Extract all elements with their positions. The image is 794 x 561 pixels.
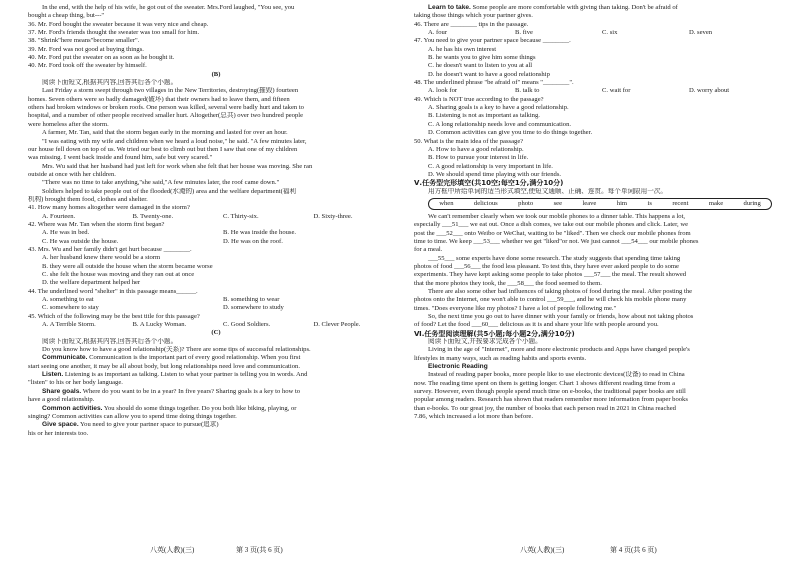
- option: D. somewhere to study: [223, 304, 284, 312]
- instruction-v: 用方框中所给单词的适当形式填空,使短文通顺、正确、连贯。每个单词限用一次。: [428, 187, 668, 195]
- option: A. Fourteen.: [42, 212, 76, 220]
- option: C. wait for: [602, 87, 631, 95]
- passage-line: [414, 221, 776, 229]
- option: C. Good Soldiers.: [223, 321, 271, 329]
- option: A. he has his own interest: [428, 45, 497, 53]
- text-line: others had broken windows or broken roofs. One person was killed, several were badly hurt and taken to: [28, 104, 304, 112]
- passage-line: [28, 379, 404, 387]
- passage-line: [28, 371, 404, 379]
- text-line: that the more photos they took, the ___58___ the food seemed to them.: [414, 279, 602, 287]
- option: D. Sixty-three.: [313, 212, 353, 220]
- passage-line: [414, 313, 776, 321]
- passage-line: [28, 154, 404, 162]
- option: D. We should spend time playing with our friends.: [428, 170, 562, 178]
- question-stem: 45. Which of the following may be the best title for this passage?: [28, 312, 200, 320]
- option: C. A good relationship is very important in life.: [428, 162, 553, 170]
- passage-line: [414, 371, 776, 379]
- option: A. four: [428, 29, 448, 37]
- left-footer-title: 八英(人教)(三): [150, 546, 195, 554]
- right-footer-page: 第 4 页(共 6 页): [610, 546, 657, 554]
- passage-line: [28, 413, 404, 421]
- option: B. He was inside the house.: [223, 229, 297, 237]
- option: C. she felt the house was moving and they ran out at once: [42, 271, 195, 278]
- text-line: his or her interests too.: [28, 429, 89, 437]
- passage-line: [414, 388, 776, 396]
- question-stem: 46. There are ________ tips in the passage.: [414, 20, 529, 28]
- question-stem: 47. You need to give your partner space because ________.: [414, 37, 571, 45]
- passage-line: [28, 396, 404, 404]
- word-box-item: leave: [582, 199, 597, 207]
- option: D. the welfare department helped her: [42, 279, 141, 287]
- option: A. something to eat: [42, 296, 94, 304]
- passage-line: [28, 4, 404, 12]
- passage-line: [414, 380, 776, 388]
- passage-line: [414, 355, 776, 363]
- instruction-vi: 阅读下面短文,并按要求完成各个小题。: [428, 338, 542, 346]
- passage-line: [28, 388, 404, 396]
- passage-line: [28, 54, 404, 62]
- text-line: Communication is the important part of every good relationship. When you first: [87, 354, 301, 362]
- tip-keyword: Give space.: [42, 421, 79, 429]
- option: B. A Lucky Woman.: [132, 321, 187, 329]
- option: C. Thirty-six.: [223, 212, 259, 220]
- text-line: ___55___ some experts have done some research. The study suggests that spending time taking: [428, 254, 681, 262]
- passage-line: [28, 188, 404, 196]
- text-line: lifestyles in many ways, such as reading habits and sports events.: [414, 354, 587, 362]
- tip-keyword: Listen.: [42, 371, 64, 379]
- option: A. A Terrible Storm.: [42, 321, 96, 329]
- passage-line: [28, 346, 404, 354]
- instruction-c: 阅读下面短文,根据其内容,回答其后各个小题。: [42, 337, 178, 345]
- passage-line: [28, 12, 404, 20]
- text-line: hospital, and a number of other people received smaller hurt. Altogether(总共) over two hundred people: [28, 112, 304, 120]
- passage-line: [414, 396, 776, 404]
- passage-line: [414, 263, 776, 271]
- question-stem: 42. Where was Mr. Tan when the storm first began?: [28, 220, 165, 228]
- option: B. Twenty-one.: [132, 212, 174, 220]
- text-line: We can't remember clearly when we took our mobile phones to a dinner table. This happens a lot,: [428, 212, 686, 220]
- text-line: were homeless after the storm.: [28, 120, 109, 128]
- passage-line: [28, 138, 404, 146]
- passage-line: [414, 246, 776, 254]
- passage-line: [28, 87, 404, 95]
- section-heading-c: (C): [211, 329, 221, 337]
- passage-line: [28, 430, 404, 438]
- text-line: You need to give your partner space to pursue(追求): [78, 421, 219, 429]
- text-line: 37. Mr. Ford's friends thought the sweater was too small for him.: [28, 29, 200, 37]
- option: A. look for: [428, 87, 458, 95]
- text-line: post the ___52___ onto Weibo or WeChat, waiting to be "liked". Then we check our mobile phones from: [414, 229, 691, 237]
- text-line: times. "Does everyone like my photos? I have a lot of people following me.": [414, 304, 617, 312]
- option-row: [414, 87, 776, 95]
- option: C. six: [602, 29, 618, 37]
- passage-line: [28, 21, 404, 29]
- word-box-item: delicious: [473, 199, 498, 207]
- option: D. He was on the roof.: [223, 237, 283, 245]
- text-line: our house fell down on top of us. We tried our best to climb out but then I saw that one of my children: [28, 145, 298, 153]
- section-heading-vi: Ⅵ.任务型阅读理解(共5小题;每小题2分,满分10分): [414, 329, 575, 338]
- passage-line: [414, 346, 776, 354]
- text-line: Some people are more comfortable with giving than taking. Don't be afraid of: [470, 4, 678, 11]
- option-row: [414, 29, 776, 37]
- text-line: homes. Seven others were so badly damaged(破坏) that their owners had to leave them, and fifteen: [28, 95, 290, 103]
- question-stem: 49. Which is NOT true according to the passage?: [414, 95, 544, 103]
- text-line: Do you know how to have a good relationship(关系)? There are some tips of successful relationships.: [42, 346, 311, 354]
- text-line: photos of food ___56___ the food less pleasant. To test this, they have ever asked people to do some: [414, 262, 679, 270]
- text-line: have a good relationship.: [28, 396, 95, 404]
- text-line: for a meal.: [414, 246, 443, 254]
- right-column: [414, 4, 776, 422]
- option: B. something to wear: [223, 296, 280, 304]
- text-line: Living in the age of "Internet", more and more electronic products and Apps have changed people's: [428, 346, 690, 354]
- text-line: survey. However, even though people spend much time on e-books, the traditional paper books are still: [414, 388, 686, 396]
- passage-line: [414, 296, 776, 304]
- text-line: There are also some other bad influences of taking photos of food during the meal. After posting the: [428, 288, 693, 295]
- text-line: of food? Let the food ___60___ delicious as it is and share your life with people around you.: [414, 321, 659, 329]
- option: B. How to pursue your interest in life.: [428, 154, 529, 162]
- word-box-item: when: [439, 199, 454, 207]
- text-line: photos onto the Internet, one won't able to control ___59___, and he will check his mobile phone many: [414, 296, 687, 304]
- option: D. Clever People.: [313, 321, 361, 329]
- left-column: [28, 4, 404, 438]
- right-footer-title: 八英(人教)(三): [520, 546, 565, 554]
- word-box-item: photo: [518, 199, 534, 207]
- text-line: 39. Mr. Ford was not good at buying things.: [28, 45, 144, 53]
- text-line: 40. Mr. Ford took off the sweater by himself.: [28, 62, 147, 70]
- passage-line: [28, 421, 404, 429]
- word-box-item: recent: [672, 199, 689, 207]
- passage-line: [28, 46, 404, 54]
- passage-line: [414, 213, 776, 221]
- passage-line: [28, 363, 404, 371]
- option: A. He was in bed.: [42, 229, 90, 237]
- section-heading-b: (B): [211, 70, 221, 78]
- text-line: outside at once with her children.: [28, 170, 116, 178]
- option: A. How to have a good relationship.: [428, 145, 524, 153]
- text-line: A farmer, Mr. Tan, said that the storm began early in the morning and lasted for over an hour.: [42, 129, 288, 137]
- passage-line: [28, 29, 404, 37]
- passage-line: [28, 179, 404, 187]
- text-line: Where do you want to be in a year? In five years? Sharing goals is a key to how to: [81, 387, 301, 395]
- text-line: now. The reading time spent on them is getting longer. Chart 1 shows different reading time from a: [414, 379, 676, 387]
- passage-line: [414, 280, 776, 288]
- question-stem: 41. How many homes altogether were damaged in the storm?: [28, 204, 190, 212]
- passage-line: [414, 238, 776, 246]
- word-box-item: see: [553, 199, 563, 207]
- passage-line: [28, 146, 404, 154]
- option: D. Common activities can give you time to do things together.: [428, 129, 593, 137]
- tip-keyword: Communicate.: [42, 354, 88, 362]
- text-line: "listen" to his or her body language.: [28, 379, 123, 387]
- option: C. He was outside the house.: [42, 237, 119, 245]
- text-line: Mrs. Wu said that her husband had just left for work when she felt that her house was moving. She ran: [42, 162, 313, 170]
- word-box: [428, 198, 772, 210]
- option: C. A long relationship needs love and communication.: [428, 120, 572, 128]
- option-row: [28, 238, 404, 246]
- option: B. he wants you to give him some things: [428, 54, 536, 62]
- section-heading-v: Ⅴ.任务型完形填空(共10空;每空1分,满分10分): [414, 179, 564, 188]
- option: D. worry about: [689, 87, 730, 95]
- text-line: popular among readers. Research has shown that readers remember more information from paper books: [414, 396, 688, 404]
- word-box-item: during: [743, 199, 761, 207]
- text-line: experiments. They have kept asking some people to take photos ___57___ the meal. The result showed: [414, 271, 687, 279]
- passage-line: [28, 104, 404, 112]
- passage-line: [28, 405, 404, 413]
- tip-keyword: Common activities.: [42, 404, 103, 412]
- passage-line: [28, 354, 404, 362]
- text-line: 机构) brought them food, clothes and shelter.: [28, 195, 148, 203]
- text-line: Soldiers helped to take people out of the flooded(水淹的) area and the welfare department(福利: [42, 187, 296, 195]
- question-stem: 44. The underlined word "shelter" in this passage means______.: [28, 287, 198, 295]
- text-line: 36. Mr. Ford bought the sweater because it was very nice and cheap.: [28, 20, 209, 28]
- text-line: time to time. We keep ___53___ whether we get "liked"or not. We just cannot ___54___ our mobile phones: [414, 237, 699, 245]
- option: A. Sharing goals is a key to have a good relationship.: [428, 104, 569, 112]
- word-box-item: make: [708, 199, 724, 207]
- passage-line: [28, 62, 404, 70]
- text-line: especially ___51___ we eat out. Once a dish comes, we take out our mobile phones and click. Later, we: [414, 221, 689, 229]
- text-line: In the end, with the help of his wife, he got out of the sweater. Mrs.Ford laughed, "You see, you: [42, 4, 295, 11]
- text-line: Listening is as important as talking. Listen to what your partner is telling you in words. And: [63, 371, 308, 379]
- subheading-electronic-reading: Electronic Reading: [428, 363, 488, 371]
- passage-line: [414, 4, 776, 12]
- passage-line: [414, 12, 776, 20]
- passage-line: [414, 255, 776, 263]
- option: C. he doesn't want to listen to you at all: [428, 62, 533, 70]
- text-line: 7.86, which increased a lot more than before.: [414, 413, 534, 421]
- text-line: 40. Mr. Ford put the sweater on as soon as he bought it.: [28, 54, 175, 62]
- passage-line: [414, 305, 776, 313]
- text-line: was missing. I went back inside and found him, safe but very scared.": [28, 154, 213, 162]
- text-line: taking those things which your partner gives.: [414, 12, 533, 20]
- passage-line: [28, 121, 404, 129]
- text-line: "There was no time to take anything,"she said,"A few minutes later, the roof came down.": [42, 179, 280, 187]
- text-line: So, the next time you go out to have dinner with your family or friends, how about not taking photos: [428, 313, 694, 321]
- passage-line: [28, 112, 404, 120]
- text-line: 38. "Shrink"here means"become smaller".: [28, 37, 140, 45]
- option: C. somewhere to stay: [42, 304, 99, 312]
- passage-line: [28, 196, 404, 204]
- text-line: bought a cheap thing, but---": [28, 12, 105, 20]
- passage-line: [28, 96, 404, 104]
- question-stem: 48. The underlined phrase "be afraid of" means "________".: [414, 79, 574, 87]
- option-row: [28, 304, 404, 312]
- question-stem: 50. What is the main idea of the passage?: [414, 137, 524, 145]
- text-line: Instead of reading paper books, more people like to use electronic devices(设备) to read in China: [428, 371, 685, 379]
- passage-line: [414, 230, 776, 238]
- option-row: [28, 296, 404, 304]
- word-box-item: is: [647, 199, 652, 207]
- text-line: Last Friday a storm swept through two villages in the New Territories, destroying(摧毁) fourteen: [42, 87, 299, 95]
- passage-line: [28, 37, 404, 45]
- tip-keyword: Learn to take.: [428, 4, 471, 11]
- option: B. Listening is not as important as talking.: [428, 112, 540, 120]
- option: A. her husband knew there would be a storm: [42, 254, 161, 262]
- text-line: singing? Common activities can allow you to spend time doing things together.: [28, 412, 237, 420]
- text-line: start seeing one another, it may be all about body, but long relationships need love and communication.: [28, 362, 300, 370]
- instruction-b: 阅读下面短文,根据其内容,回答其后各个小题。: [42, 79, 178, 87]
- option-row: [28, 229, 404, 237]
- passage-line: [414, 288, 776, 296]
- option: B. talk to: [515, 87, 540, 95]
- passage-line: [28, 171, 404, 179]
- option: D. he doesn't want to have a good relationship: [428, 70, 550, 78]
- text-line: You should do some things together. Do you both like biking, playing, or: [102, 404, 297, 412]
- option-row: [28, 213, 404, 221]
- tip-keyword: Share goals.: [42, 387, 82, 395]
- passage-line: [414, 321, 776, 329]
- passage-line: [28, 129, 404, 137]
- text-line: than e-books. To our great joy, the number of books that each person read in 2021 in China reached: [414, 404, 676, 412]
- passage-line: [414, 413, 776, 421]
- option-row: [28, 321, 404, 329]
- question-stem: 43. Mrs. Wu and her family didn't get hurt because ________.: [28, 245, 192, 253]
- option: B. they were all outside the house when the storm became worse: [42, 262, 213, 270]
- option: B. five: [515, 29, 533, 37]
- left-footer-page: 第 3 页(共 6 页): [236, 546, 283, 554]
- word-box-item: him: [616, 199, 628, 207]
- text-line: "I was eating with my wife and children when we heard a loud noise," he said. "A few minutes later,: [42, 137, 307, 145]
- passage-line: [414, 405, 776, 413]
- option: D. seven: [689, 29, 713, 37]
- passage-line: [414, 271, 776, 279]
- passage-line: [28, 163, 404, 171]
